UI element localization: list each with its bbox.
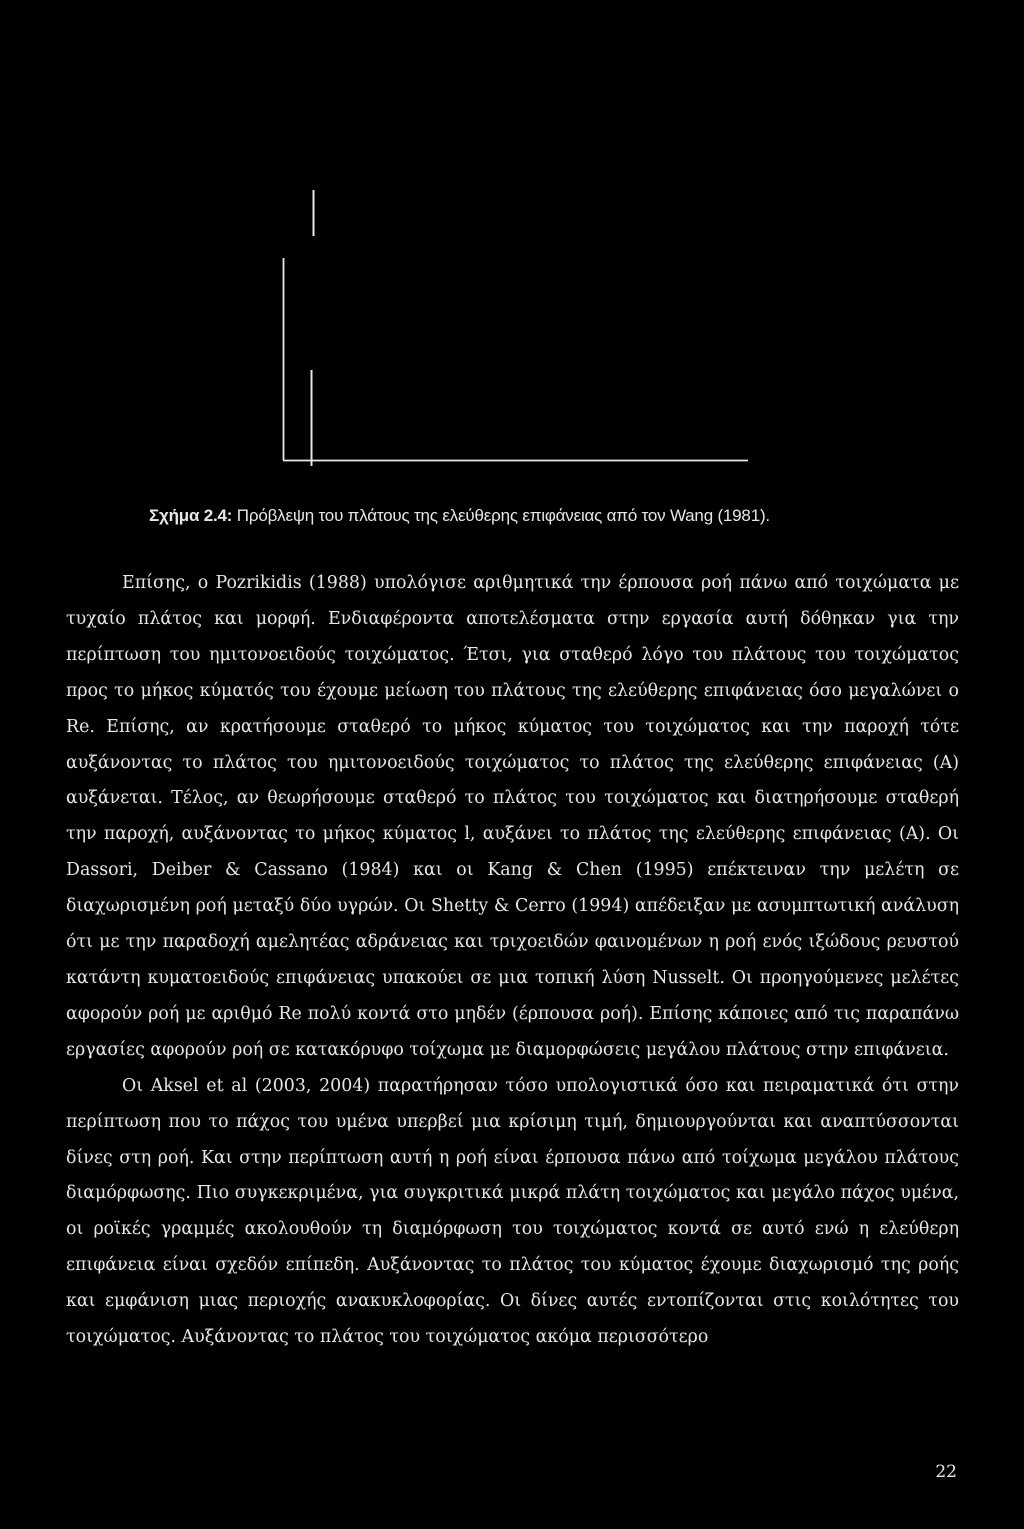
paragraph: Οι Aksel et al (2003, 2004) παρατήρησαν τόσο υπολογιστικά όσο και πειραματικά ότι στην περίπτωση που το πάχος του υμένα υπερβεί μια κρίσιμη τιμή, δημιουργούνται και αναπτύσσονται δίνες στη ροή. Και στην περίπτωση αυτή η ροή είναι έρπουσα πάνω από τοίχωμα μεγάλου πλάτους διαμόρφωσης. Πιο συγκεκριμένα, για συγκριτικά μικρά πλάτη τοιχώματος και μεγάλο πάχος υμένα, οι ροϊκές γραμμές ακολουθούν τη διαμόρφωση του τοιχώματος κοντά σε αυτό ενώ η ελεύθερη επιφάνεια είναι σχεδόν επίπεδη. Αυξάνοντας το πλάτος του κύματος έχουμε διαχωρισμό της ροής και εμφάνιση μιας περιοχής ανακυκλοφορίας. Οι δίνες αυτές εντοπίζονται στις κοιλότητες του τοιχώματος. Αυξάνοντας το πλάτος του τοιχώματος ακόμα περισσότερο xyxy=(66,1075,959,1348)
figure-caption xyxy=(149,506,909,526)
body-text xyxy=(66,566,959,1356)
paragraph: Επίσης, ο Pozrikidis (1988) υπολόγισε αριθμητικά την έρπουσα ροή πάνω από τοιχώματα με τυχαίο πλάτος και μορφή. Ενδιαφέροντα αποτελέσματα στην εργασία αυτή δόθηκαν για την περίπτωση του ημιτονοειδούς τοιχώματος. Έτσι, για σταθερό λόγο του πλάτους του τοιχώματος προς το μήκος κύματός του έχουμε μείωση του πλάτους της ελεύθερης επιφάνειας όσο μεγαλώνει ο Re. Επίσης, αν κρατήσουμε σταθερό το μήκος κύματος του τοιχώματος και την παροχή τότε αυξάνοντας το πλάτος του ημιτονοειδούς τοιχώματος το πλάτος της ελεύθερης επιφάνειας (A) αυξάνεται. Τέλος, αν θεωρήσουμε σταθερό το πλάτος του τοιχώματος και διατηρήσουμε σταθερή την παροχή, αυξάνοντας το μήκος κύματος l, αυξάνει το πλάτος της ελεύθερης επιφάνειας (A). Οι Dassori, Deiber & Cassano (1984) και οι Kang & Chen (1995) επέκτειναν την μελέτη σε διαχωρισμένη ροή μεταξύ δύο υγρών. Οι Shetty & Cerro (1994) απέδειξαν με ασυμπτωτική ανάλυση ότι με την παραδοχή αμελητέας αδράνειας και τριχοειδών φαινομένων η ροή ενός ιξώδους ρευστού κατάντη κυματοειδούς επιφάνειας υπακούει σε μια τοπική λύση Nusselt. Οι προηγούμενες μελέτες αφορούν ροή με αριθμό Re πολύ κοντά στο μηδέν (έρπουσα ροή). Επίσης κάποιες από τις παραπάνω εργασίες αφορούν ροή σε κατακόρυφο τοίχωμα με διαμορφώσεις μεγάλου πλάτους στην επιφάνεια. xyxy=(66,573,959,1060)
figure-2-4 xyxy=(0,0,1024,480)
page-number: 22 xyxy=(935,1462,957,1482)
figure-caption-label: Σχήμα 2.4: xyxy=(149,506,233,525)
figure-caption-text: Πρόβλεψη του πλάτους της ελεύθερης επιφάνειας από τον Wang (1981). xyxy=(236,506,770,525)
